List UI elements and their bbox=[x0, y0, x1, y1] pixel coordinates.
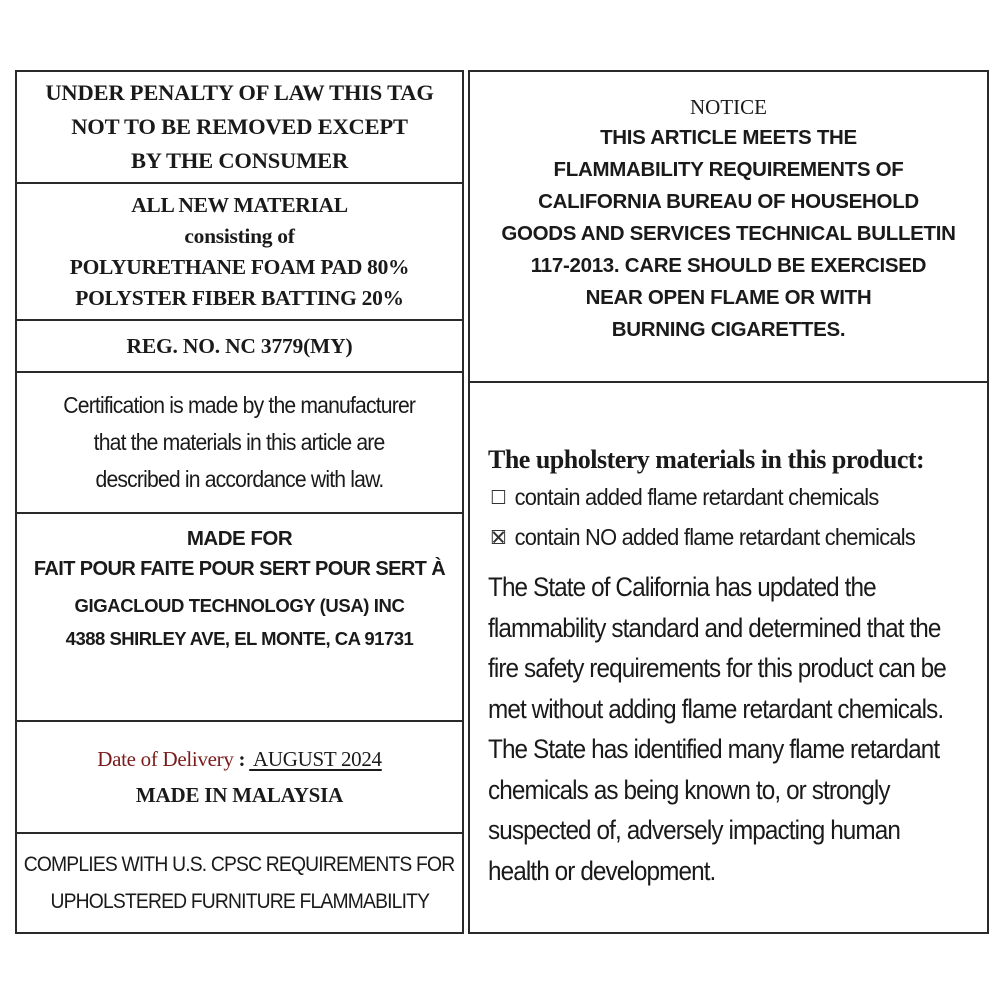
notice-line: BURNING CIGARETTES. bbox=[611, 318, 846, 341]
made-for-heading: MADE FOR bbox=[186, 527, 293, 550]
statement-line: met without adding flame retardant chemicals. bbox=[488, 693, 944, 724]
country-of-origin: MADE IN MALAYSIA bbox=[135, 783, 344, 807]
option-label: contain NO added flame retardant chemicals bbox=[514, 524, 916, 550]
material-heading: ALL NEW MATERIAL bbox=[131, 192, 348, 217]
certification-section bbox=[17, 373, 462, 514]
notice-line: THIS ARTICLE MEETS THE bbox=[600, 126, 857, 149]
tag-warning-line: UNDER PENALTY OF LAW THIS TAG bbox=[45, 80, 434, 105]
flame-retardant-option-none bbox=[488, 517, 915, 557]
option-label: contain added flame retardant chemicals bbox=[514, 484, 879, 510]
notice-line: NEAR OPEN FLAME OR WITH bbox=[585, 286, 872, 309]
made-for-translations: FAIT POUR FAITE POUR SERT POUR SERT À bbox=[33, 558, 446, 580]
material-subheading: consisting of bbox=[184, 223, 295, 248]
statement-line: The State has identified many flame retardant bbox=[488, 734, 940, 764]
registration-section bbox=[17, 321, 462, 373]
notice-line: CALIFORNIA BUREAU OF HOUSEHOLD bbox=[538, 190, 919, 213]
cpsc-compliance-section bbox=[17, 834, 462, 932]
delivery-date-colon: : bbox=[238, 747, 246, 771]
delivery-date-value: AUGUST 2024 bbox=[249, 747, 382, 771]
material-foam: POLYURETHANE FOAM PAD 80% bbox=[69, 254, 410, 279]
statement-line: suspected of, adversely impacting human bbox=[488, 815, 901, 845]
flame-retardant-option-added bbox=[488, 477, 878, 517]
upholstery-heading: The upholstery materials in this product: bbox=[488, 445, 925, 474]
compliance-line: COMPLIES WITH U.S. CPSC REQUIREMENTS FOR bbox=[24, 853, 455, 876]
right-label-panel bbox=[468, 70, 989, 934]
company-name: GIGACLOUD TECHNOLOGY (USA) INC bbox=[74, 595, 405, 616]
made-for-section bbox=[17, 514, 462, 722]
left-label-panel bbox=[15, 70, 464, 934]
notice-line: FLAMMABILITY REQUIREMENTS OF bbox=[553, 158, 904, 181]
certification-line: Certification is made by the manufacturer bbox=[63, 392, 416, 418]
empty-checkbox-icon bbox=[492, 490, 505, 504]
statement-line: fire safety requirements for this product can be bbox=[488, 653, 946, 683]
checked-box-icon bbox=[492, 530, 505, 544]
statement-line: chemicals as being known to, or strongly bbox=[488, 774, 890, 805]
delivery-date-label: Date of Delivery bbox=[97, 747, 239, 771]
certification-line: that the materials in this article are bbox=[94, 429, 385, 455]
upholstery-materials-section bbox=[470, 383, 987, 932]
tag-warning-line: BY THE CONSUMER bbox=[130, 148, 349, 173]
delivery-date-row bbox=[97, 741, 382, 777]
tag-warning-section bbox=[17, 72, 462, 184]
certification-line: described in accordance with law. bbox=[95, 466, 384, 492]
california-statement bbox=[488, 567, 997, 891]
registration-number: REG. NO. NC 3779(MY) bbox=[126, 333, 353, 358]
notice-line: GOODS AND SERVICES TECHNICAL BULLETIN bbox=[501, 222, 956, 245]
material-section bbox=[17, 184, 462, 321]
notice-line: 117-2013. CARE SHOULD BE EXERCISED bbox=[530, 254, 927, 277]
statement-line: The State of California has updated the bbox=[488, 572, 876, 602]
statement-line: health or development. bbox=[488, 855, 716, 886]
compliance-line: UPHOLSTERED FURNITURE FLAMMABILITY bbox=[50, 890, 429, 913]
company-address: 4388 SHIRLEY AVE, EL MONTE, CA 91731 bbox=[65, 628, 414, 649]
flammability-notice-section bbox=[470, 72, 987, 383]
delivery-section bbox=[17, 722, 462, 834]
material-fiber: POLYSTER FIBER BATTING 20% bbox=[75, 285, 404, 310]
statement-line: flammability standard and determined that the bbox=[488, 612, 941, 643]
tag-warning-line: NOT TO BE REMOVED EXCEPT bbox=[71, 114, 408, 139]
notice-title: NOTICE bbox=[690, 95, 767, 119]
